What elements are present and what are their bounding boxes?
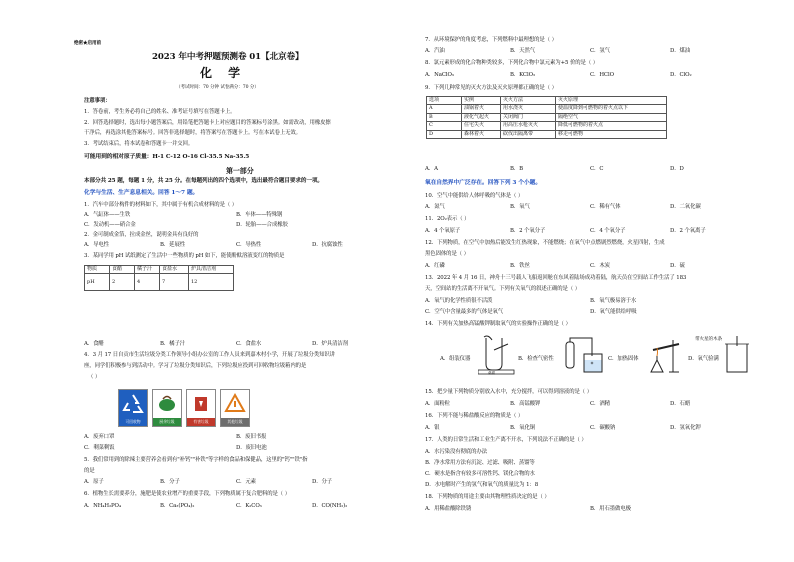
question-18: 18．下列物质的用途主要由其物理性质决定的是（ ） [425,494,550,500]
q16-option-a: A．银 [425,425,440,431]
table-cell: 食盐水 [160,266,189,274]
table-cell: 使温度降到可燃物的着火点以下 [556,105,667,113]
q14-option-c: C．加热固体 [608,356,639,362]
food-waste-bin-image [152,389,182,427]
table-cell: 2 [110,274,135,291]
q14-option-d: D．氧气验满 [688,356,719,362]
table-row [427,105,667,113]
table-cell: pH [85,274,110,291]
table-cell: 用水浇灭 [501,105,556,113]
exam-title: 2023 年中考押题预测卷 01【北京卷】 [152,52,304,62]
q1-option-a: A．气缸体——生铁 [84,212,131,218]
q13-option-c: C．空气中含量最多的气体是氧气 [425,309,504,315]
q7-option-c: C．氢气 [590,48,610,54]
table-row [85,266,234,274]
question-1: 1．汽车中部分构件的材料如下，其中属于有机合成材料的是（ ） [84,202,238,208]
table-row [427,113,667,121]
q5-option-b: B．分子 [160,479,180,485]
table-cell: C [427,122,462,130]
table-cell: 森林着火 [462,130,501,138]
bin-label: 其他垃圾 [221,418,249,426]
q11-option-c: C．4 个氧分子 [590,228,626,234]
q8-option-b: B．KClO₃ [510,72,535,78]
table-row [85,274,234,291]
q11-option-a: A．4 个氧原子 [425,228,461,234]
table-row [427,130,667,138]
table-row [427,122,667,130]
assemble-apparatus-figure [478,334,518,376]
table-cell: 砍伐出隔离带 [501,130,556,138]
question-2: 2．金可制成金箔，拉成金丝，说明金具有良好的 [84,232,199,238]
q16-option-b: B．氧化铜 [510,425,536,431]
q16-option-d: D．氢氧化钾 [670,425,701,431]
hazardous-bin-image [186,389,216,427]
q13-option-a: A．氧气的化学性质很不活泼 [425,298,493,304]
table-cell: A [427,105,462,113]
part-one-heading: 第一部分 [226,166,254,175]
question-4-line3: （ ） [88,374,101,380]
table-cell: D [427,130,462,138]
notice-line: 2．回答选择题时，选出每小题答案后，用铅笔把答题卡上对应题目的答案标号涂黑。如需改动，用橡皮擦 [84,120,331,126]
table-cell: 7 [160,274,189,291]
table-cell: B [427,113,462,121]
q2-option-b: B．延展性 [160,242,186,248]
question-12-line1: 12．下列物质，在空气中加热后能发生红热现象，不能燃烧；在氧气中点燃剧烈燃烧，火星四射，生成 [425,240,665,246]
q15-option-d: D．石蜡 [670,401,691,407]
q10-option-d: D．二氧化碳 [670,204,701,210]
other-waste-icon [221,390,249,418]
q4-option-c: C．剩菜剩饭 [84,445,115,451]
q13-option-d: D．氧气能供给呼吸 [590,309,637,315]
table-cell: 灭火原理 [556,97,667,105]
table-cell: 12 [189,274,234,291]
table-cell: 移走可燃物 [556,130,667,138]
q11-option-b: B．2 个氧分子 [510,228,546,234]
q3-option-b: B．橘子汁 [160,341,186,347]
q7-option-b: B．天然气 [510,48,536,54]
desk-label: 桌面 [488,371,495,375]
q18-option-a: A．用稀盐酸除铁锈 [425,506,472,512]
question-3: 3．某同学用 pH 试纸测定了生活中一些物质的 pH 如下，能使酚酞溶液变红的物质是 [84,253,285,259]
q2-option-d: D．抗腐蚀性 [312,242,343,248]
section-heading: 化学与生活、生产息息相关。回答 1～7 题。 [84,190,199,196]
question-7: 7．从环境保护的角度考虑，下列燃料中最理想的是（ ） [425,37,557,43]
table-cell: 油锅着火 [462,105,501,113]
q4-option-a: A．废弃口罩 [84,434,115,440]
q9-option-c: C．C [590,166,604,172]
q17-option-d: D．水电解时产生的氢气和氧气的质量比为 1：8 [425,482,539,488]
q2-option-c: C．导热性 [236,242,262,248]
question-5-line1: 5．我们常用到的除辣主要营养会看到有"补钙""补铁"等字样的食品和保健品，这里的"钙""铁"指 [84,457,308,463]
q5-option-c: C．元素 [236,479,256,485]
q5-option-d: D．分子 [312,479,333,485]
part-one-instructions: 本部分共 25 题，每题 1 分，共 25 分。在每题列出的四个选项中，选出最符合题目要求的一项。 [84,178,323,184]
q8-option-d: D．ClO₂ [670,72,692,78]
bin-label: 有害垃圾 [187,418,215,426]
q6-option-d: D．CO(NH₂)₂ [312,503,348,509]
q9-fire-table [426,96,667,139]
question-9: 9．下列几种常见的灭火方法及灭火原理都正确的是（ ） [425,85,557,91]
table-cell: 液化气起火 [462,113,501,121]
q12-option-a: A．红磷 [425,263,445,269]
food-waste-icon [153,390,181,418]
airtightness-check-figure [562,336,606,376]
q18-option-b: B．用石墨做电极 [590,506,631,512]
table-cell: 降低可燃物的着火点 [556,122,667,130]
q2-option-a: A．导电性 [84,242,109,248]
q8-option-a: A．NaClO₃ [425,72,454,78]
question-15: 15．把少量下列物质分别放入水中，充分搅拌，可以得到溶液的是（ ） [425,389,592,395]
table-cell: 关闭阀门 [501,113,556,121]
question-4-line1: 4．3 月 17 日自贡市生活垃圾分类工作领导小组办公室的工作人员来到嘉木村小学，开展了垃圾分类知识讲 [84,352,335,358]
q3-option-c: C．食盐水 [236,341,262,347]
q15-option-c: C．酒精 [590,401,610,407]
q13-option-b: B．氧气极易溶于水 [590,298,637,304]
recycle-icon [119,390,147,418]
q9-option-b: B．B [510,166,524,172]
table-cell: 炉具清洁剂 [189,266,234,274]
q6-option-c: C．K₂CO₃ [236,503,262,509]
q12-option-d: D．硫 [670,263,685,269]
table-cell: 食醋 [110,266,135,274]
q17-option-b: B．净水常用方法有沉淀、过滤、吸附、蒸馏等 [425,460,535,466]
q10-option-b: B．氧气 [510,204,530,210]
question-6: 6．植物生长需要养分，施肥是使农业增产的重要手段，下列物质属于复合肥料的是（ ） [84,491,290,497]
recyclable-bin-image [118,389,148,427]
q4-option-d: D．废旧电池 [236,445,267,451]
bin-label: 可回收物 [119,418,147,426]
q9-option-a: A．A [425,166,438,172]
table-cell: 橘子汁 [135,266,160,274]
table-cell: 4 [135,274,160,291]
q16-option-c: C．碳酸钠 [590,425,616,431]
question-10: 10．空气中能供给人体呼吸的气体是（ ） [425,193,524,199]
q7-option-d: D．煤油 [670,48,691,54]
heating-solid-figure [645,336,689,376]
notice-line: 3．考试结束后，将本试卷和答题卡一并交回。 [84,141,194,147]
q14-option-a: A．组装仪器 [440,356,471,362]
question-12-line2: 黑色固体的是（ ） [425,251,469,257]
glowing-splint-label: 带火星的木条 [695,337,722,342]
q5-option-a: A．原子 [84,479,104,485]
oxygen-full-check-figure [723,336,751,376]
exam-info: （考试时间：70 分钟 试卷满分：70 分） [176,85,259,90]
hazardous-icon [187,390,215,418]
question-4-line2: 座，同学们积极参与到活动中。学习了垃圾分类知识后，下列垃圾应投到可回收物垃圾箱内的是 [84,363,307,369]
atomic-mass-line: 可能用到的相对原子质量：H-1 C-12 O-16 Cl-35.5 Na-35.5 [84,154,250,160]
question-8: 8．氯元素形成的化合物种类较多，下列化合物中氯元素为+5 价的是（ ） [425,60,599,66]
question-13-line1: 13．2022 年 4 月 16 日，神舟十三号载人飞船返回舱在东风着陆场成功着陆，航天员在空间站工作生活了 183 [425,275,687,281]
question-5-line2: 的是 [84,468,95,474]
q15-option-a: A．面粉粒 [425,401,450,407]
section-heading: 氧在自然界中广泛存在。回答下列 3 个小题。 [425,180,542,186]
table-cell: 物质 [85,266,110,274]
other-waste-bin-image [220,389,250,427]
table-cell: 选项 [427,97,462,105]
bin-label: 厨余垃圾 [153,418,181,426]
q10-option-a: A．氮气 [425,204,445,210]
notice-line: 1．答卷前，考生务必将自己的姓名、准考证号填写在答题卡上。 [84,109,236,115]
question-13-line2: 天，空间站的生活离不开氧气。下列有关氧气的叙述正确的是（ ） [425,286,581,292]
table-row [427,97,667,105]
q3-option-a: A．食醋 [84,341,104,347]
q17-option-c: C．硬水是指含有较多可溶性钙、镁化合物的水 [425,471,535,477]
q8-option-c: C．HClO [590,72,614,78]
q4-option-b: B．废旧书报 [236,434,267,440]
q1-option-c: C．发动机——硝合金 [84,222,136,228]
q12-option-b: B．铁丝 [510,263,530,269]
notice-line: 干净后，再选涂其他答案标号。回答非选择题时，将答案写在答题卡上。写在本试卷上无效。 [84,130,301,136]
q6-option-a: A．NH₄H₂PO₄ [84,503,121,509]
notice-heading: 注意事项： [84,98,111,104]
q7-option-a: A．汽油 [425,48,445,54]
table-cell: 灭火方法 [501,97,556,105]
table-cell: 隔绝空气 [556,113,667,121]
q9-option-d: D．D [670,166,684,172]
table-cell: 实例 [462,97,501,105]
q11-option-d: D．2 个氧离子 [670,228,706,234]
question-16: 16．下列不能与稀盐酸反应的物质是（ ） [425,413,524,419]
q15-option-b: B．高锰酸钾 [510,401,541,407]
q12-option-c: C．木炭 [590,263,610,269]
q6-option-b: B．Ca₃(PO₄)₂ [160,503,195,509]
q10-option-c: C．稀有气体 [590,204,621,210]
question-14: 14．下列有关加热高锰酸钾制取氧气的实验操作正确的是（ ） [425,321,571,327]
q1-option-b: B．车体——特殊钢 [236,212,283,218]
q14-option-b: B．检查气密性 [518,356,554,362]
q1-option-d: D．轮胎——合成橡胶 [236,222,288,228]
question-17: 17．人类的日常生活和工业生产离不开水，下列说法不正确的是（ ） [425,437,587,443]
q3-option-d: D．炉具清洁剂 [312,341,348,347]
q3-ph-table [84,265,234,291]
q17-option-a: A．水污染没有彻底的办法 [425,449,487,455]
secret-mark: 绝密★启用前 [74,41,101,46]
question-11: 11．2O₂表示（ ） [425,216,470,222]
subject-title: 化 学 [200,66,247,80]
table-cell: 住宅失火 [462,122,501,130]
table-cell: 用高压水枪灭火 [501,122,556,130]
